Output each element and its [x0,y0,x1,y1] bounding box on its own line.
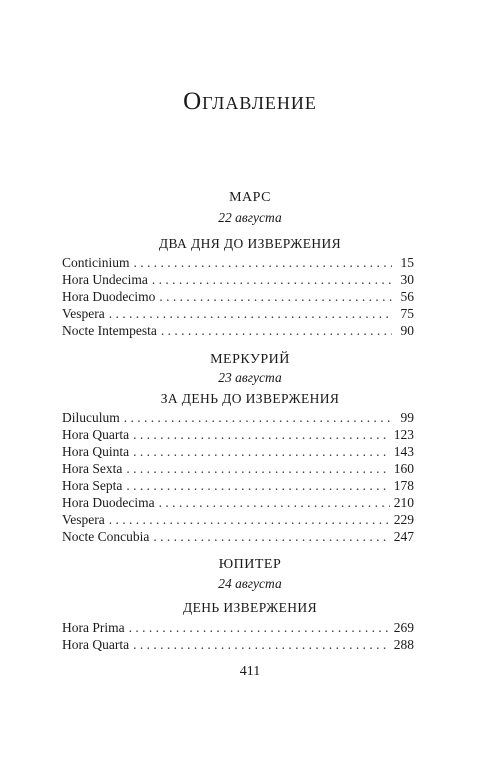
entry-page: 210 [393,495,414,510]
entry-title: Hora Prima [62,620,125,635]
dot-leader [161,322,392,339]
entry-page: 269 [393,620,414,635]
dot-leader [124,409,392,426]
dot-leader [153,528,389,545]
entry-title: Vespera [62,306,105,321]
entry-page: 99 [400,410,414,425]
entry-title: Vespera [62,512,105,527]
dot-leader [126,477,389,494]
part-title: ДВА ДНЯ ДО ИЗВЕРЖЕНИЯ [158,236,342,251]
toc-entry[interactable] [62,271,414,288]
part-title: ДЕНЬ ИЗВЕРЖЕНИЯ [183,600,317,615]
dot-leader [109,511,390,528]
entry-title: Nocte Intempesta [62,323,157,338]
toc-entry[interactable] [62,477,414,494]
toc-entry[interactable] [62,443,414,460]
entry-title: Hora Duodecima [62,495,155,510]
entry-title: Hora Duodecimo [62,289,156,304]
toc-entry[interactable] [62,409,414,426]
toc-entry[interactable] [62,460,414,477]
entry-page: 247 [393,529,414,544]
entry-title: Conticinium [62,255,130,270]
entry-title: Hora Undecima [62,272,148,287]
entry-page: 123 [393,427,414,442]
entry-page: 90 [400,323,414,338]
toc-entry[interactable] [62,254,414,271]
section-heading: МАРС [229,190,271,205]
dot-leader [133,426,390,443]
page-title: Оглавление [183,88,317,115]
toc-entry[interactable] [62,322,414,339]
toc-entry[interactable] [62,288,414,305]
entry-title: Hora Quinta [62,444,130,459]
entry-page: 160 [393,461,414,476]
entry-title: Diluculum [62,410,120,425]
dot-leader [126,460,389,477]
dot-leader [152,271,392,288]
entry-page: 178 [393,478,414,493]
toc-entry[interactable] [62,305,414,322]
section-heading: ЮПИТЕР [218,557,282,572]
entry-title: Hora Sexta [62,461,123,476]
dot-leader [133,636,390,653]
dot-leader [134,254,393,271]
entry-title: Hora Septa [62,478,123,493]
dot-leader [133,443,390,460]
section-date: 22 августа [218,210,282,225]
entry-page: 229 [393,512,414,527]
entry-page: 56 [400,289,414,304]
dot-leader [129,619,390,636]
entry-page: 15 [400,255,414,270]
entry-page: 143 [393,444,414,459]
toc-entry[interactable] [62,619,414,636]
section-date: 24 августа [218,576,282,591]
toc-entry[interactable] [62,636,414,653]
dot-leader [159,494,390,511]
toc-entry[interactable] [62,528,414,545]
entry-page: 30 [400,272,414,287]
entry-title: Nocte Concubia [62,529,150,544]
section-heading: МЕРКУРИЙ [210,352,290,367]
toc-entry[interactable] [62,426,414,443]
entry-title: Hora Quarta [62,637,130,652]
page-number: 411 [239,664,261,679]
part-title: ЗА ДЕНЬ ДО ИЗВЕРЖЕНИЯ [160,391,340,406]
entry-title: Hora Quarta [62,427,130,442]
toc-entry[interactable] [62,511,414,528]
toc-entry[interactable] [62,494,414,511]
section-date: 23 августа [218,370,282,385]
dot-leader [159,288,392,305]
entry-page: 75 [400,306,414,321]
dot-leader [109,305,392,322]
entry-page: 288 [393,637,414,652]
